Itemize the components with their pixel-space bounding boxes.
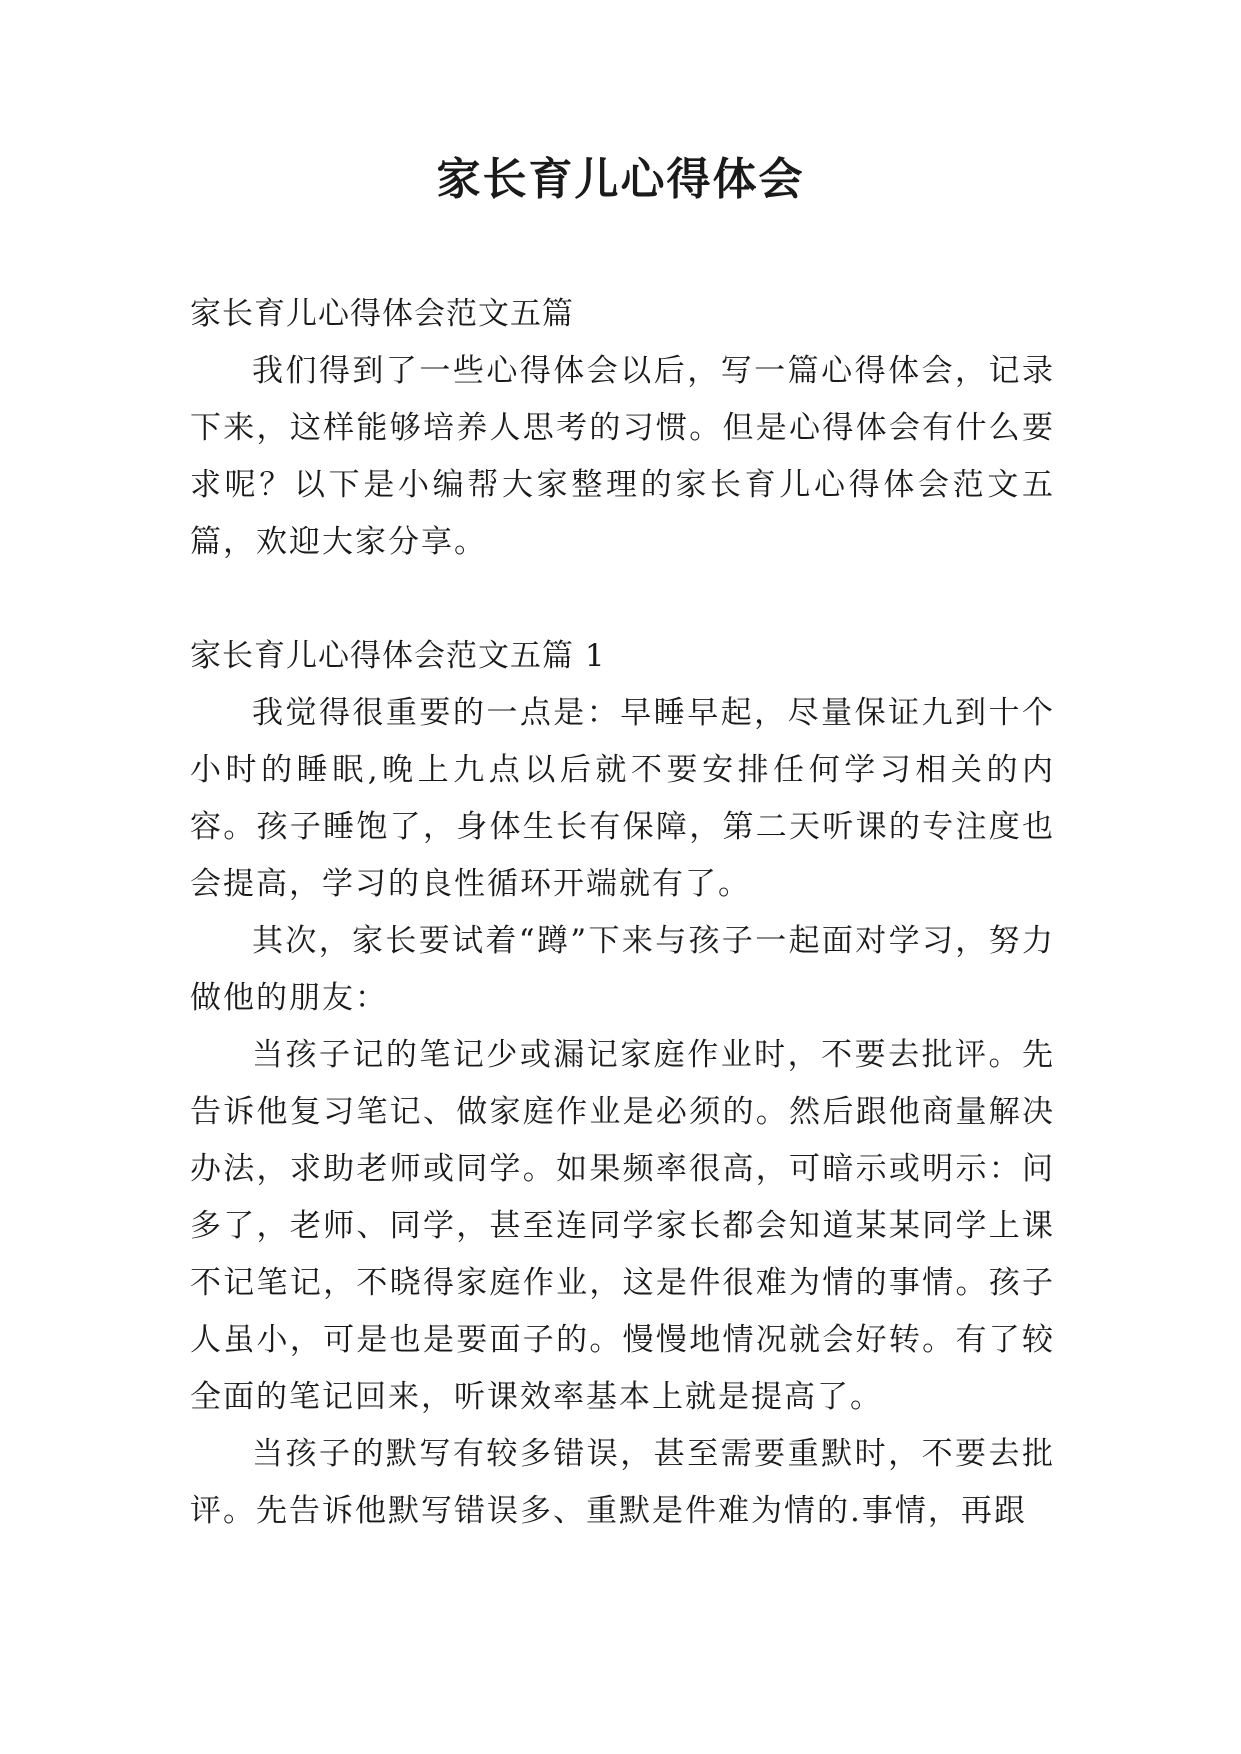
- paragraph: 其次，家长要试着“蹲”下来与孩子一起面对学习，努力做他的朋友：: [190, 923, 1055, 1016]
- intro-heading: 家长育儿心得体会范文五篇: [190, 296, 574, 332]
- document-title: 家长育儿心得体会: [436, 154, 805, 205]
- section-spacer: [190, 571, 1055, 628]
- paragraph: 我觉得很重要的一点是：早睡早起，尽量保证九到十个小时的睡眠,晚上九点以后就不要安排任何学习相关的内容。孩子睡饱了，身体生长有保障，第二天听课的专注度也会提高，学习的良性循环开端就有了。: [190, 695, 1055, 902]
- document-body: [190, 286, 1055, 1540]
- section-heading: 家长育儿心得体会范文五篇 1: [190, 638, 606, 674]
- paragraph: 当孩子记的笔记少或漏记家庭作业时，不要去批评。先告诉他复习笔记、做家庭作业是必须的。然后跟他商量解决办法，求助老师或同学。如果频率很高，可暗示或明示：问多了，老师、同学，甚至连同学家长都会知道某某同学上课不记笔记，不晓得家庭作业，这是件很难为情的事情。孩子人虽小，可是也是要面子的。慢慢地情况就会好转。有了较全面的笔记回来，听课效率基本上就是提高了。: [190, 1037, 1055, 1415]
- intro-paragraph: 我们得到了一些心得体会以后，写一篇心得体会，记录下来，这样能够培养人思考的习惯。但是心得体会有什么要求呢？以下是小编帮大家整理的家长育儿心得体会范文五篇，欢迎大家分享。: [190, 353, 1055, 560]
- paragraph: 当孩子的默写有较多错误，甚至需要重默时，不要去批评。先告诉他默写错误多、重默是件难为情的.事情，再跟: [190, 1436, 1055, 1529]
